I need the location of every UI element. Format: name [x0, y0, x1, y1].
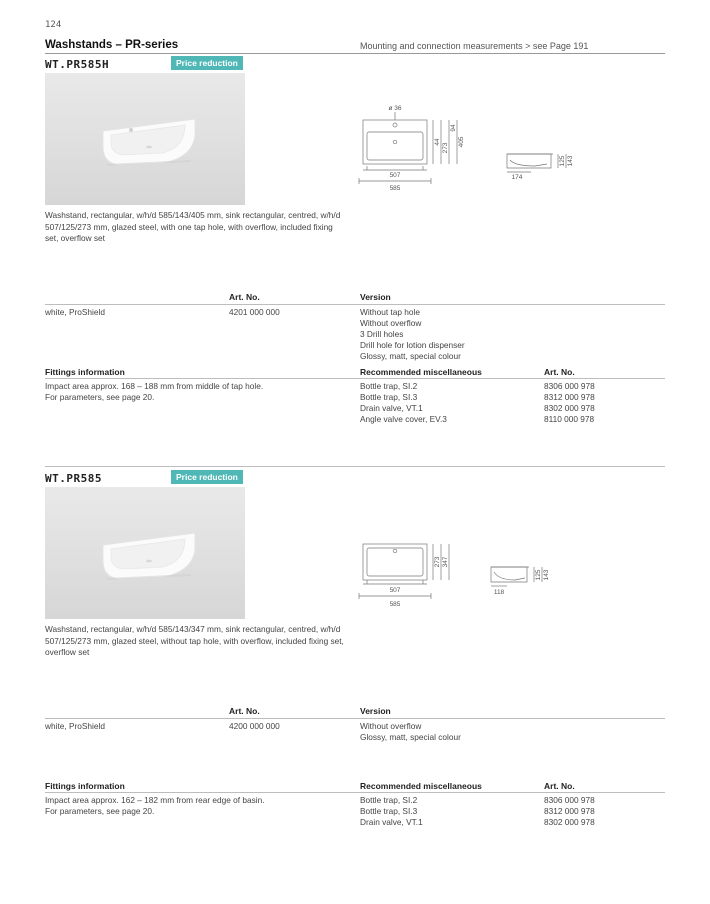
product-description: Washstand, rectangular, w/h/d 585/143/347 mm, sink rectangular, centred, w/h/d 507/125/273 mm, glazed steel, without tap hole, with overflow, included fixing set, overflow set	[45, 624, 344, 657]
dim-label: 585	[389, 601, 401, 608]
variant-label: white, ProShield	[45, 307, 105, 317]
dim-label: 347	[442, 556, 449, 568]
dim-label: 273	[442, 142, 449, 154]
product-photo	[45, 73, 245, 205]
list-item: Drain valve, VT.1	[360, 817, 423, 827]
list-item: Drain valve, VT.1	[360, 403, 423, 413]
dim-label: 125	[559, 155, 566, 167]
page-reference: Mounting and connection measurements > see Page 191	[360, 41, 589, 51]
list-item: Bottle trap, SI.2	[360, 381, 418, 391]
product-description: Washstand, rectangular, w/h/d 585/143/405 mm, sink rectangular, centred, w/h/d 507/125/273 mm, glazed steel, with one tap hole, with overflow, included fixing set, overflow set	[45, 210, 341, 243]
dim-label: 507	[389, 172, 401, 179]
fittings-heading: Fittings information	[45, 781, 125, 791]
price-reduction-badge: Price reduction	[171, 470, 243, 484]
table-divider	[45, 718, 665, 719]
version-heading: Version	[360, 292, 391, 302]
fittings-text	[45, 381, 263, 403]
list-item: Without overflow	[360, 721, 422, 731]
price-reduction-badge: Price reduction	[171, 56, 243, 70]
dim-label: 405	[458, 136, 465, 148]
list-item: Glossy, matt, special colour	[360, 351, 461, 361]
dim-label: 273	[434, 556, 441, 568]
dim-label: 125	[535, 569, 542, 581]
fittings-text	[45, 795, 265, 817]
variant-art-no: 4200 000 000	[229, 721, 280, 731]
dim-label: 94	[450, 124, 457, 132]
list-item: 8302 000 978	[544, 403, 595, 413]
art-no-heading: Art. No.	[229, 706, 260, 716]
dim-label: 118	[493, 589, 505, 596]
section-divider	[45, 466, 665, 467]
list-item: 8312 000 978	[544, 806, 595, 816]
fittings-heading: Fittings information	[45, 367, 125, 377]
dim-label: 143	[543, 569, 550, 581]
header-divider	[45, 53, 665, 54]
page-number: 124	[45, 20, 62, 30]
list-item: Drill hole for lotion dispenser	[360, 340, 465, 350]
list-item: 3 Drill holes	[360, 329, 404, 339]
product-code: WT.PR585H	[45, 58, 110, 71]
table-divider	[45, 792, 665, 793]
list-item: Glossy, matt, special colour	[360, 732, 461, 742]
washstand-illustration	[45, 73, 245, 205]
dim-label: 143	[567, 155, 574, 167]
dim-label: 507	[389, 587, 401, 594]
list-item: Without overflow	[360, 318, 422, 328]
dim-label: ø 36	[388, 105, 402, 112]
misc-list	[360, 381, 447, 425]
list-item: 8312 000 978	[544, 392, 595, 402]
list-item: For parameters, see page 20.	[45, 392, 155, 402]
list-item: Without tap hole	[360, 307, 420, 317]
misc-art-list	[544, 381, 595, 425]
list-item: 8302 000 978	[544, 817, 595, 827]
dim-label: 585	[389, 185, 401, 192]
list-item: 8110 000 978	[544, 414, 595, 424]
misc-art-list	[544, 795, 595, 828]
variant-label: white, ProShield	[45, 721, 105, 731]
misc-art-heading: Art. No.	[544, 781, 575, 791]
dim-label: 174	[511, 174, 523, 181]
list-item: Bottle trap, SI.3	[360, 392, 418, 402]
dim-label: 44	[434, 138, 441, 146]
version-list	[360, 721, 461, 743]
technical-drawing	[355, 534, 595, 614]
misc-heading: Recommended miscellaneous	[360, 367, 482, 377]
list-item: Bottle trap, SI.3	[360, 806, 418, 816]
version-heading: Version	[360, 706, 391, 716]
misc-heading: Recommended miscellaneous	[360, 781, 482, 791]
version-list	[360, 307, 465, 362]
washstand-illustration	[45, 487, 245, 619]
page-title: Washstands – PR-series	[45, 39, 179, 51]
list-item: Bottle trap, SI.2	[360, 795, 418, 805]
list-item: Impact area approx. 162 – 182 mm from rear edge of basin.	[45, 795, 265, 805]
art-no-heading: Art. No.	[229, 292, 260, 302]
table-divider	[45, 378, 665, 379]
list-item: Impact area approx. 168 – 188 mm from middle of tap hole.	[45, 381, 264, 391]
misc-list	[360, 795, 423, 828]
technical-drawing	[355, 98, 595, 198]
table-divider	[45, 304, 665, 305]
variant-art-no: 4201 000 000	[229, 307, 280, 317]
product-code: WT.PR585	[45, 472, 102, 485]
list-item: 8306 000 978	[544, 795, 595, 805]
list-item: 8306 000 978	[544, 381, 595, 391]
product-photo	[45, 487, 245, 619]
list-item: For parameters, see page 20.	[45, 806, 155, 816]
list-item: Angle valve cover, EV.3	[360, 414, 447, 424]
misc-art-heading: Art. No.	[544, 367, 575, 377]
